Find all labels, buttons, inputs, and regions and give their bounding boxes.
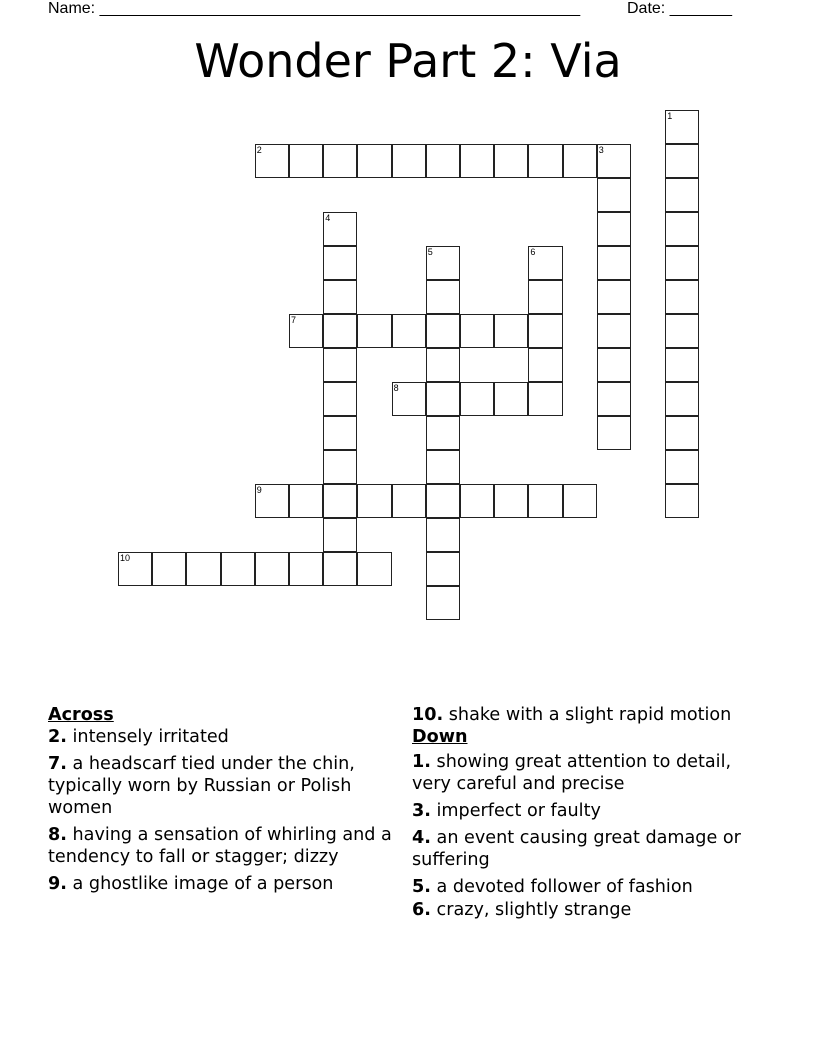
clue-number: 1.: [412, 752, 431, 772]
grid-cell[interactable]: [289, 552, 323, 586]
grid-cell[interactable]: [528, 314, 562, 348]
grid-cell[interactable]: [289, 314, 323, 348]
grid-cell[interactable]: [392, 484, 426, 518]
grid-cell[interactable]: [357, 314, 391, 348]
clue-number: 4.: [412, 828, 431, 848]
grid-cell[interactable]: [597, 416, 631, 450]
clue-text: a devoted follower of fashion: [436, 877, 693, 897]
grid-cell[interactable]: [426, 552, 460, 586]
grid-cell[interactable]: [528, 144, 562, 178]
clue-text: crazy, slightly strange: [436, 900, 632, 920]
clue-text: a ghostlike image of a person: [72, 874, 334, 894]
grid-cell[interactable]: [665, 348, 699, 382]
grid-cell[interactable]: [563, 484, 597, 518]
cell-number: 7: [291, 315, 297, 325]
page-title: Wonder Part 2: Via: [194, 34, 622, 88]
grid-cell[interactable]: [597, 280, 631, 314]
grid-cell[interactable]: [323, 144, 357, 178]
grid-cell[interactable]: [255, 484, 289, 518]
grid-cell[interactable]: [494, 382, 528, 416]
grid-cell[interactable]: [528, 280, 562, 314]
clue-text: a headscarf tied under the chin, typically worn by Russian or Polish women: [48, 754, 355, 818]
grid-cell[interactable]: [494, 314, 528, 348]
cell-number: 6: [530, 247, 536, 257]
cell-number: 1: [667, 111, 673, 121]
grid-cell[interactable]: [289, 484, 323, 518]
grid-cell[interactable]: [392, 382, 426, 416]
clues-left-column: [48, 704, 400, 900]
clue-across-9: [48, 873, 400, 895]
grid-cell[interactable]: [426, 382, 460, 416]
grid-cell[interactable]: [323, 450, 357, 484]
clue-number: 5.: [412, 877, 431, 897]
clues-right-column: [412, 704, 762, 926]
clue-number: 9.: [48, 874, 67, 894]
grid-cell[interactable]: [665, 416, 699, 450]
grid-cell[interactable]: [426, 280, 460, 314]
clue-text: intensely irritated: [72, 727, 229, 747]
clue-across-7: [48, 753, 400, 819]
cell-number: 8: [393, 383, 399, 393]
grid-cell[interactable]: [357, 484, 391, 518]
grid-cell[interactable]: [597, 246, 631, 280]
grid-cell[interactable]: [357, 144, 391, 178]
clue-down-1: [412, 751, 762, 795]
clue-down-4: [412, 827, 762, 871]
grid-cell[interactable]: [426, 450, 460, 484]
clue-text: imperfect or faulty: [436, 801, 601, 821]
clue-across-10: [412, 704, 762, 726]
cell-number: 3: [598, 145, 604, 155]
grid-cell[interactable]: [221, 552, 255, 586]
grid-cell[interactable]: [289, 144, 323, 178]
clue-text: an event causing great damage or suffering: [412, 828, 741, 870]
clue-text: showing great attention to detail, very careful and precise: [412, 752, 732, 794]
grid-cell[interactable]: [392, 144, 426, 178]
grid-cell[interactable]: [460, 382, 494, 416]
grid-cell[interactable]: [255, 144, 289, 178]
grid-cell[interactable]: [460, 484, 494, 518]
grid-cell[interactable]: [665, 144, 699, 178]
cell-number: 4: [325, 213, 331, 223]
grid-cell[interactable]: [255, 552, 289, 586]
grid-cell[interactable]: [323, 416, 357, 450]
grid-cell[interactable]: [494, 144, 528, 178]
grid-cell[interactable]: [597, 314, 631, 348]
grid-cell[interactable]: [323, 484, 357, 518]
grid-cell[interactable]: [665, 484, 699, 518]
cell-number: 10: [120, 553, 131, 563]
clue-number: 10.: [412, 705, 444, 725]
clue-text: having a sensation of whirling and a tendency to fall or stagger; dizzy: [48, 825, 392, 867]
date-field[interactable]: Date: _______: [627, 0, 732, 17]
grid-cell[interactable]: [528, 484, 562, 518]
grid-cell[interactable]: [392, 314, 426, 348]
grid-cell[interactable]: [665, 246, 699, 280]
grid-cell[interactable]: [665, 280, 699, 314]
grid-cell[interactable]: [494, 484, 528, 518]
grid-cell[interactable]: [665, 382, 699, 416]
grid-cell[interactable]: [323, 280, 357, 314]
grid-cell[interactable]: [426, 144, 460, 178]
grid-cell[interactable]: [323, 314, 357, 348]
grid-cell[interactable]: [357, 552, 391, 586]
grid-cell[interactable]: [426, 518, 460, 552]
grid-cell[interactable]: [460, 314, 494, 348]
grid-cell[interactable]: [323, 348, 357, 382]
clue-number: 3.: [412, 801, 431, 821]
grid-cell[interactable]: [597, 212, 631, 246]
clue-down-6: [412, 899, 762, 921]
grid-cell[interactable]: [426, 586, 460, 620]
clue-down-3: [412, 800, 762, 822]
grid-cell[interactable]: [597, 144, 631, 178]
grid-cell[interactable]: [323, 382, 357, 416]
grid-cell[interactable]: [665, 314, 699, 348]
grid-cell[interactable]: [323, 212, 357, 246]
grid-cell[interactable]: [118, 552, 152, 586]
cell-number: 2: [256, 145, 262, 155]
grid-cell[interactable]: [597, 382, 631, 416]
grid-cell[interactable]: [426, 484, 460, 518]
grid-cell[interactable]: [186, 552, 220, 586]
grid-cell[interactable]: [426, 314, 460, 348]
clue-number: 7.: [48, 754, 67, 774]
grid-cell[interactable]: [528, 246, 562, 280]
grid-cell[interactable]: [563, 144, 597, 178]
name-field[interactable]: Name: ______________________________________________________: [48, 0, 581, 17]
grid-cell[interactable]: [426, 246, 460, 280]
grid-cell[interactable]: [323, 518, 357, 552]
across-heading: Across: [48, 705, 114, 725]
grid-cell[interactable]: [152, 552, 186, 586]
grid-cell[interactable]: [426, 416, 460, 450]
grid-cell[interactable]: [665, 178, 699, 212]
grid-cell[interactable]: [460, 144, 494, 178]
grid-cell[interactable]: [323, 246, 357, 280]
grid-cell[interactable]: [597, 348, 631, 382]
clue-down-5: [412, 876, 762, 898]
clue-across-2: [48, 726, 400, 748]
grid-cell[interactable]: [665, 110, 699, 144]
clue-across-8: [48, 824, 400, 868]
grid-cell[interactable]: [323, 552, 357, 586]
clue-number: 8.: [48, 825, 67, 845]
clue-number: 6.: [412, 900, 431, 920]
down-heading: Down: [412, 727, 468, 747]
grid-cell[interactable]: [665, 450, 699, 484]
grid-cell[interactable]: [528, 382, 562, 416]
clue-text: shake with a slight rapid motion: [448, 705, 732, 725]
grid-cell[interactable]: [665, 212, 699, 246]
cell-number: 9: [256, 485, 262, 495]
grid-cell[interactable]: [426, 348, 460, 382]
cell-number: 5: [427, 247, 433, 257]
grid-cell[interactable]: [597, 178, 631, 212]
clue-number: 2.: [48, 727, 67, 747]
grid-cell[interactable]: [528, 348, 562, 382]
